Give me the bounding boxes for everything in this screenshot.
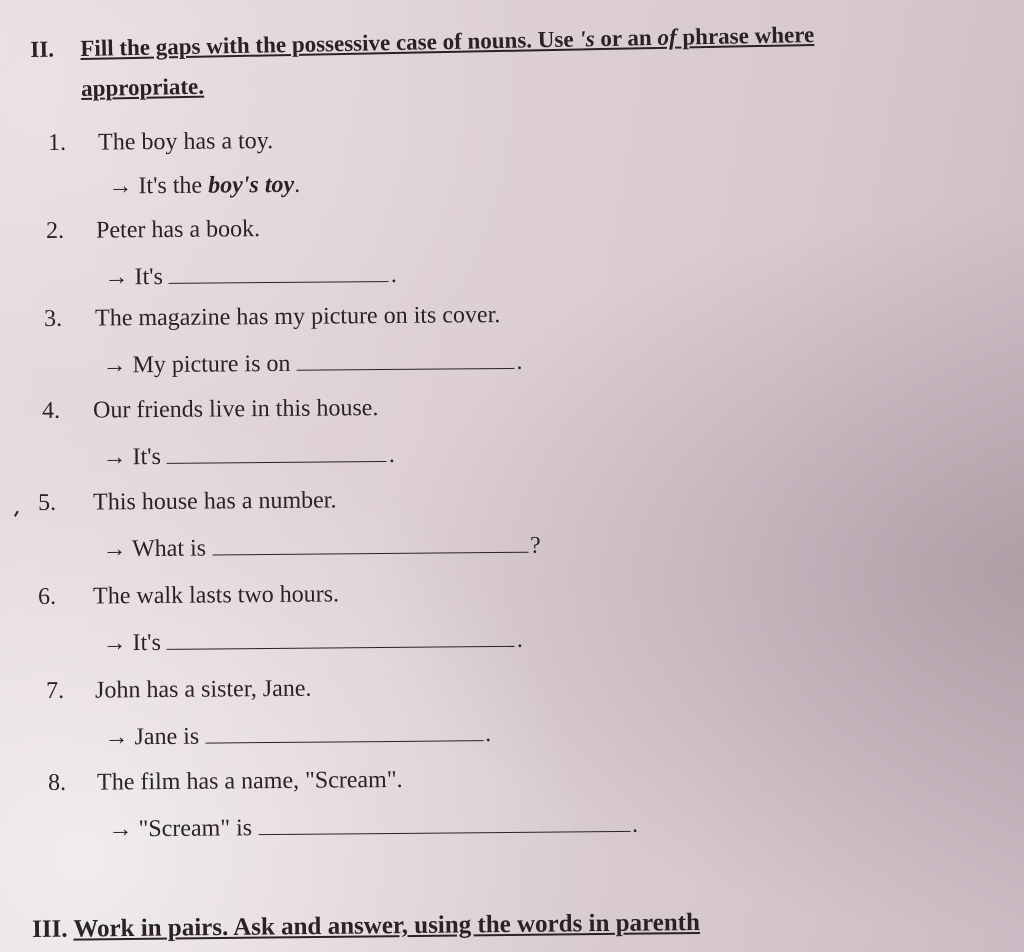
heading-text-b: 's <box>579 26 595 52</box>
answer-prefix: → It's the <box>108 172 209 200</box>
item-number: 5. <box>38 489 57 516</box>
answer-blank[interactable] <box>167 439 387 464</box>
item-answer-line <box>108 809 638 844</box>
item-number: 1. <box>48 129 67 156</box>
item-question: Our friends live in this house. <box>92 395 379 424</box>
item-number: 8. <box>48 769 67 796</box>
heading-text-d: of <box>657 24 677 50</box>
answer-blank[interactable] <box>212 530 528 556</box>
item-answer-line <box>102 530 540 564</box>
exercise-number: II. <box>30 36 55 62</box>
item-number: 4. <box>42 397 61 424</box>
item-answer-line <box>102 439 395 472</box>
item-question: The film has a name, "Scream". <box>96 766 403 796</box>
item-question: The magazine has my picture on its cover. <box>94 302 501 332</box>
answer-prefix: → What is <box>102 535 207 563</box>
answer-prefix: → It's <box>102 443 161 471</box>
heading-text-a: Fill the gaps with the possessive case of nouns. Use <box>80 26 580 62</box>
pencil-tick-mark <box>14 511 23 520</box>
answer-blank[interactable] <box>296 346 514 371</box>
answer-end: . <box>390 261 397 288</box>
answer-blank[interactable] <box>167 624 515 650</box>
answer-prefix: → "Scream" is <box>108 815 253 843</box>
item-question: The boy has a toy. <box>97 128 274 156</box>
answer-end: . <box>516 626 523 653</box>
item-answer-line <box>108 172 300 201</box>
heading-text-e: phrase where <box>676 21 815 50</box>
item-question: Peter has a book. <box>95 216 261 244</box>
item-question: This house has a number. <box>92 487 337 516</box>
answer-blank[interactable] <box>205 718 483 743</box>
answer-end: . <box>485 721 492 748</box>
answer-end: . <box>388 441 395 468</box>
answer-end: ? <box>529 532 541 559</box>
next-exercise-number: III. <box>32 915 68 943</box>
item-answer-line <box>102 624 523 658</box>
answer-prefix: → Jane is <box>104 723 200 751</box>
item-number: 7. <box>46 677 65 704</box>
answer-end: . <box>516 348 523 375</box>
item-number: 3. <box>44 305 63 332</box>
answer-end: . <box>631 811 639 838</box>
answer-blank[interactable] <box>169 259 389 284</box>
item-answer-line <box>104 718 491 751</box>
item-number: 6. <box>38 583 57 610</box>
exercise-heading <box>30 11 1006 110</box>
next-exercise-heading <box>32 909 700 944</box>
item-answer-line <box>102 346 522 380</box>
item-question: The walk lasts two hours. <box>92 581 340 610</box>
heading-text-line2: appropriate. <box>80 73 205 102</box>
answer-filled: boy's toy <box>208 171 295 199</box>
heading-text-c: or an <box>594 24 658 52</box>
item-question: John has a sister, Jane. <box>94 675 312 704</box>
answer-end: . <box>294 171 301 198</box>
item-answer-line <box>104 259 397 292</box>
answer-blank[interactable] <box>258 809 630 835</box>
answer-prefix: → My picture is on <box>102 350 291 379</box>
next-exercise-text: Work in pairs. Ask and answer, using the words in parenth <box>73 909 701 943</box>
answer-prefix: → It's <box>102 629 161 657</box>
item-number: 2. <box>46 217 65 244</box>
answer-prefix: → It's <box>104 263 163 291</box>
